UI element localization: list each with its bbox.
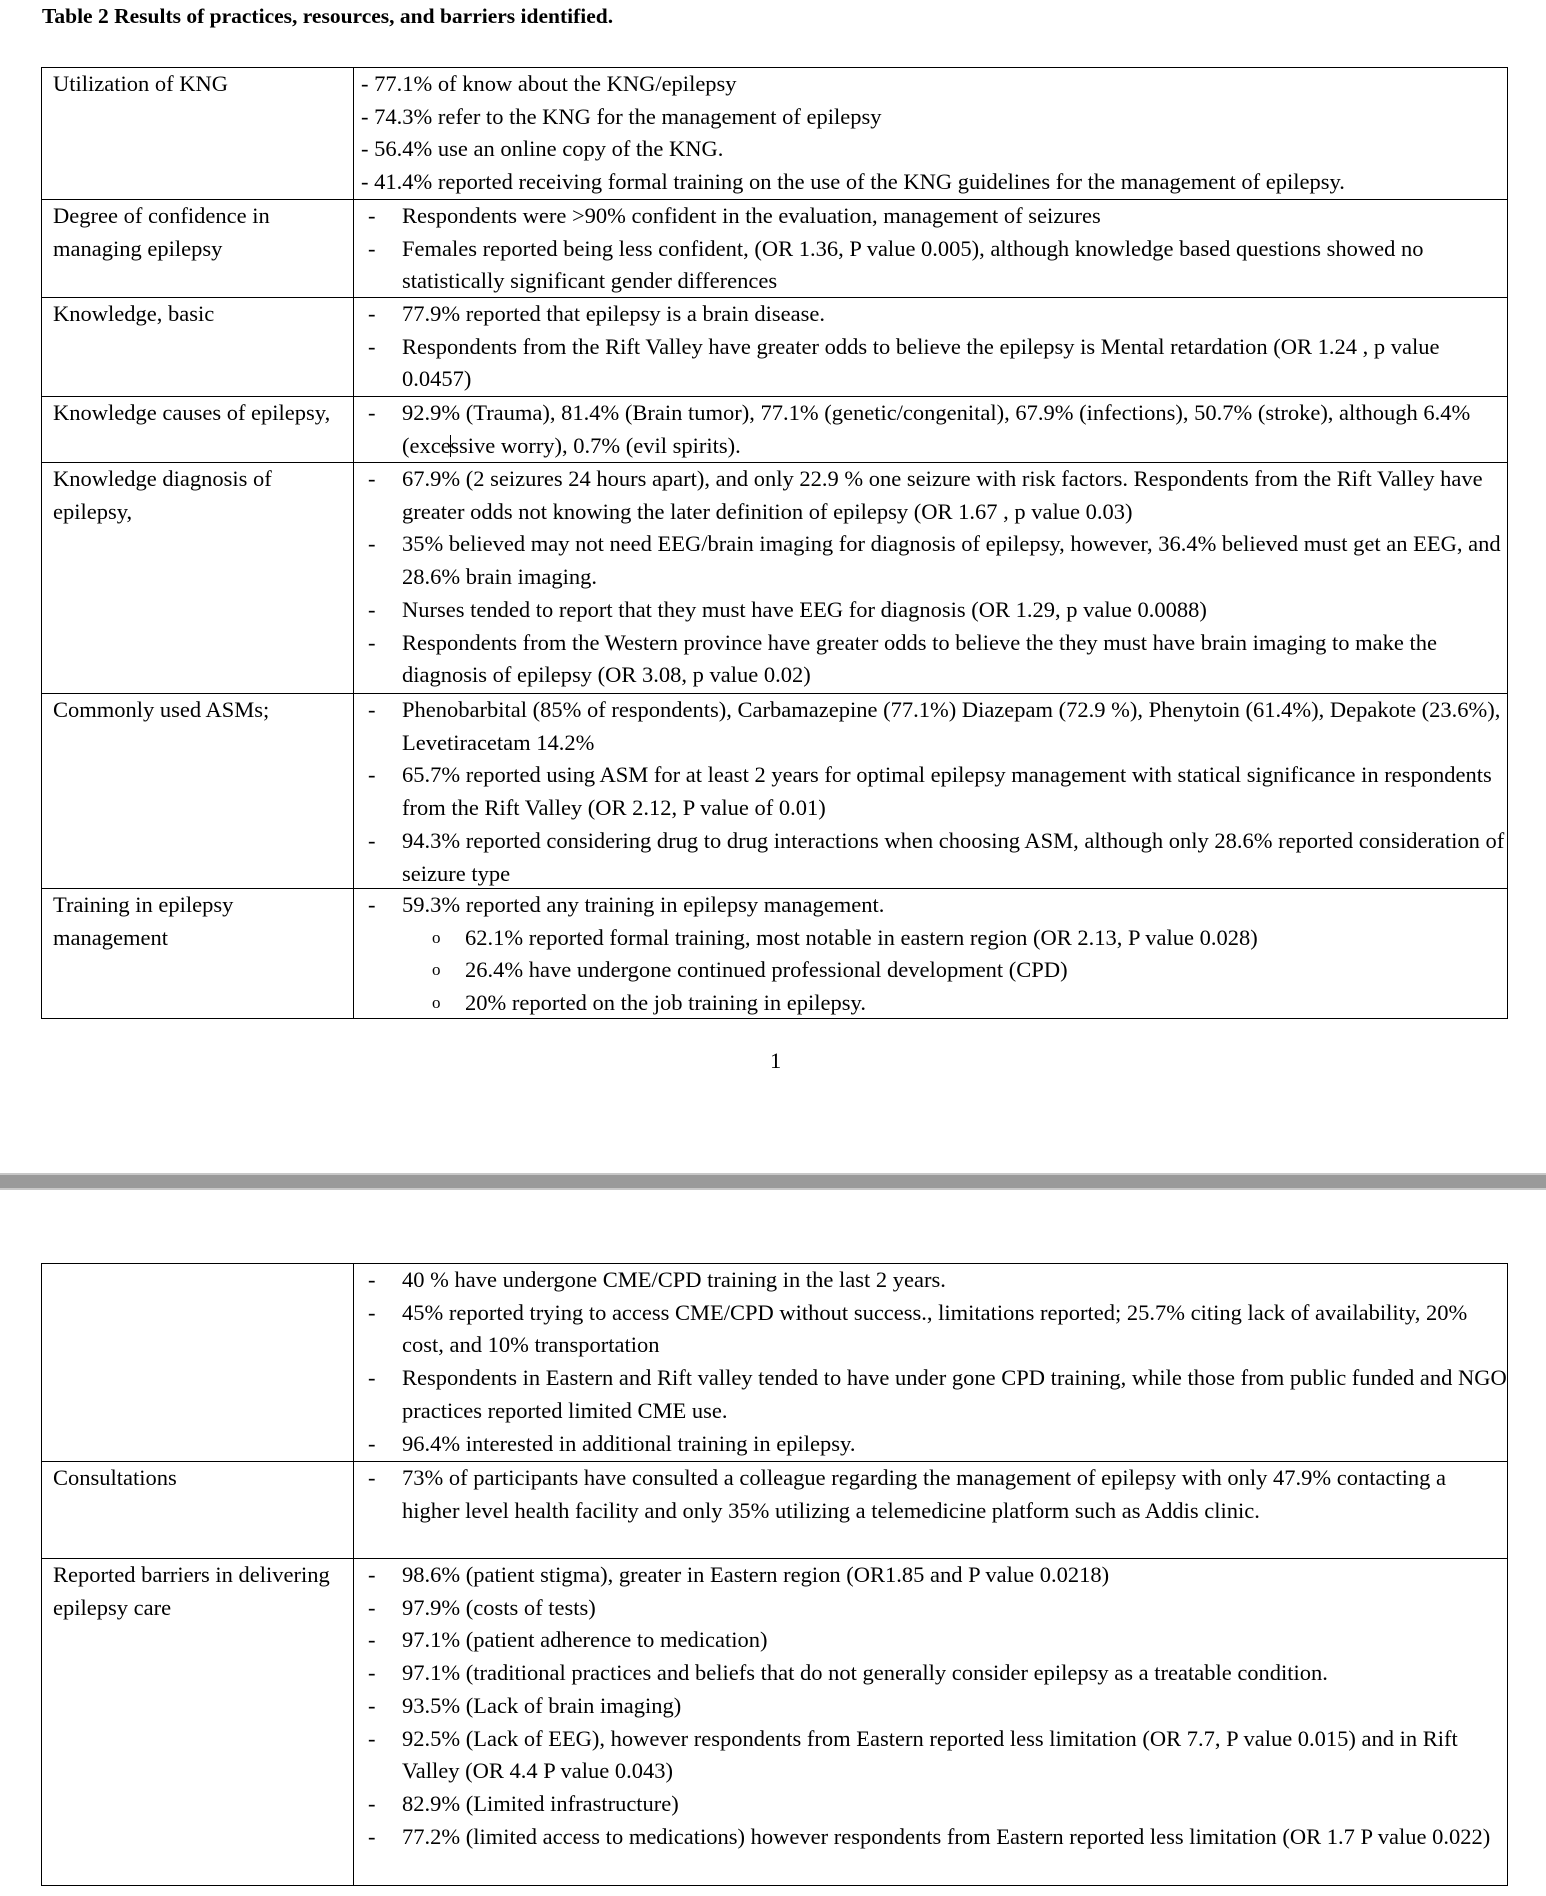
list-item: - Respondents from the Rift Valley have greater odds to believe the epilepsy is Mental retardation (OR 1.24 , p value 0.0457) — [354, 331, 1507, 396]
dash-bullet-icon: - — [368, 1365, 376, 1391]
dash-bullet-icon: - — [368, 596, 376, 622]
dash-bullet-icon: - — [368, 1430, 376, 1456]
table-row-reported-barriers — [42, 1558, 1507, 1886]
results-table-page-2 — [41, 1263, 1508, 1886]
page-break-separator — [0, 1173, 1546, 1190]
list-item: - Respondents from the Western province have greater odds to believe the they must have brain imaging to make the diagnosis of epilepsy (OR 3.08, p value 0.02) — [354, 627, 1507, 692]
list-item: - 45% reported trying to access CME/CPD without success., limitations reported; 25.7% citing lack of availability, 20% cost, and 10% transportation — [354, 1297, 1507, 1362]
table-row-training-in-epilepsy — [42, 888, 1507, 1018]
row-label: Knowledge diagnosis of epilepsy, — [53, 466, 272, 524]
list-item: - 94.3% reported considering drug to drug interactions when choosing ASM, although only 28.6% reported consideration of seizure type — [354, 825, 1507, 890]
dash-bullet-icon: - — [368, 400, 376, 425]
dash-bullet-icon: - — [368, 1692, 376, 1718]
list-item: - 98.6% (patient stigma), greater in Eastern region (OR1.85 and P value 0.0218) — [354, 1559, 1507, 1592]
row-label: Knowledge, basic — [53, 301, 215, 326]
dash-bullet-icon: - — [368, 1790, 376, 1816]
list-item: - Phenobarbital (85% of respondents), Carbamazepine (77.1%) Diazepam (72.9 %), Phenytoin (61.4%), Depakote (23.6%), Levetiracetam 14.2% — [354, 694, 1507, 759]
list-item: - 92.9% (Trauma), 81.4% (Brain tumor), 77.1% (genetic/congenital), 67.9% (infections), 50.7% (stroke), although 6.4% (excessive worry), 0.7% (evil spirits). — [354, 397, 1507, 462]
list-item: - Females reported being less confident, (OR 1.36, P value 0.005), although knowledge based questions showed no statistically significant gender differences — [354, 233, 1507, 298]
dash-bullet-icon: - — [368, 203, 376, 228]
row-label: Reported barriers in delivering epilepsy care — [53, 1562, 330, 1620]
dash-bullet-icon: - — [368, 1660, 376, 1686]
dash-bullet-icon: - — [368, 1465, 376, 1490]
row-label: Consultations — [53, 1465, 177, 1490]
row-content — [354, 1559, 1507, 1853]
table-row-knowledge-basic — [42, 297, 1507, 396]
dash-bullet-icon: - — [368, 1562, 376, 1587]
row-content — [354, 1264, 1507, 1460]
dash-bullet-icon: - — [368, 892, 376, 917]
row-content — [354, 298, 1507, 396]
list-item: - 35% believed may not need EEG/brain imaging for diagnosis of epilepsy, however, 36.4% believed must get an EEG, and 28.6% brain imaging. — [354, 528, 1507, 593]
list-item: - 56.4% use an online copy of the KNG. — [361, 136, 724, 162]
dash-bullet-icon: - — [368, 333, 376, 359]
table-row-commonly-used-asms — [42, 693, 1507, 888]
dash-bullet-icon: - — [368, 1594, 376, 1620]
sub-list-item: o 62.1% reported formal training, most notable in eastern region (OR 2.13, P value 0.028) — [354, 922, 1507, 955]
sub-list-item: o 20% reported on the job training in epilepsy. — [354, 987, 1507, 1020]
table-row-utilization-of-kng — [42, 68, 1507, 199]
table-row-training-continued — [42, 1264, 1507, 1461]
row-label: Training in epilepsy management — [53, 892, 234, 950]
row-content — [354, 889, 1507, 1020]
list-item: - 96.4% interested in additional training in epilepsy. — [354, 1428, 1507, 1461]
dash-bullet-icon: - — [368, 1823, 376, 1849]
list-item: - 92.5% (Lack of EEG), however respondents from Eastern reported less limitation (OR 7.7, P value 0.015) and in Rift Valley (OR 4.4 P value 0.043) — [354, 1723, 1507, 1788]
dash-bullet-icon: - — [368, 235, 376, 261]
list-item: - 77.1% of know about the KNG/epilepsy — [361, 71, 737, 96]
dash-bullet-icon: - — [368, 466, 376, 491]
circle-bullet-icon: o — [432, 960, 441, 980]
dash-bullet-icon: - — [368, 1725, 376, 1751]
table-row-knowledge-diagnosis — [42, 462, 1507, 693]
list-item: - 65.7% reported using ASM for at least 2 years for optimal epilepsy management with statical significance in respondents from the Rift Valley (OR 2.12, P value of 0.01) — [354, 759, 1507, 824]
table-title: Table 2 Results of practices, resources, and barriers identified. — [42, 4, 614, 28]
row-label: Commonly used ASMs; — [53, 697, 270, 722]
dash-bullet-icon: - — [368, 629, 376, 655]
row-label: Degree of confidence in managing epilepsy — [53, 203, 270, 261]
list-item: - 97.9% (costs of tests) — [354, 1592, 1507, 1625]
list-item: - 97.1% (patient adherence to medication) — [354, 1624, 1507, 1657]
list-item: - 77.2% (limited access to medications) however respondents from Eastern reported less limitation (OR 1.7 P value 0.022) — [354, 1821, 1507, 1854]
list-item: - 74.3% refer to the KNG for the management of epilepsy — [361, 103, 882, 129]
circle-bullet-icon: o — [432, 993, 441, 1013]
list-item: - 59.3% reported any training in epilepsy management. — [354, 889, 1507, 922]
sub-list-item: o 26.4% have undergone continued professional development (CPD) — [354, 954, 1507, 987]
circle-bullet-icon: o — [432, 927, 441, 947]
results-table-page-1 — [41, 67, 1508, 1019]
row-content — [354, 1462, 1507, 1527]
row-label: Utilization of KNG — [53, 71, 228, 96]
dash-bullet-icon: - — [368, 1299, 376, 1325]
table-row-consultations — [42, 1461, 1507, 1558]
list-item: - 97.1% (traditional practices and beliefs that do not generally consider epilepsy as a treatable condition. — [354, 1657, 1507, 1690]
row-label: Knowledge causes of epilepsy, — [53, 400, 331, 425]
list-item: - Respondents in Eastern and Rift valley tended to have under gone CPD training, while those from public funded and NGO practices reported limited CME use. — [354, 1362, 1507, 1427]
table-row-degree-of-confidence — [42, 199, 1507, 297]
list-item: - 40 % have undergone CME/CPD training in the last 2 years. — [354, 1264, 1507, 1297]
dash-bullet-icon: - — [368, 531, 376, 557]
dash-bullet-icon: - — [368, 1267, 376, 1292]
list-item: - 82.9% (Limited infrastructure) — [354, 1788, 1507, 1821]
list-item: - 67.9% (2 seizures 24 hours apart), and only 22.9 % one seizure with risk factors. Respondents from the Rift Valley have greater odds not knowing the later definition of epilepsy (OR 1.67 , p value 0.03) — [354, 463, 1507, 528]
list-item: - 73% of participants have consulted a colleague regarding the management of epilepsy with only 47.9% contacting a higher level health facility and only 35% utilizing a telemedicine platform such as Addis clinic. — [354, 1462, 1507, 1527]
dash-bullet-icon: - — [368, 697, 376, 722]
list-item: - 93.5% (Lack of brain imaging) — [354, 1690, 1507, 1723]
dash-bullet-icon: - — [368, 762, 376, 788]
row-content — [354, 694, 1507, 890]
row-content — [354, 397, 1507, 462]
dash-bullet-icon: - — [368, 827, 376, 853]
row-content — [354, 200, 1507, 298]
list-item: - 77.9% reported that epilepsy is a brain disease. — [354, 298, 1507, 331]
list-item: - 41.4% reported receiving formal training on the use of the KNG guidelines for the management of epilepsy. — [361, 169, 1345, 195]
dash-bullet-icon: - — [368, 301, 376, 326]
list-item: - Nurses tended to report that they must have EEG for diagnosis (OR 1.29, p value 0.0088) — [354, 594, 1507, 627]
page-number: 1 — [770, 1048, 782, 1073]
dash-bullet-icon: - — [368, 1627, 376, 1653]
list-item: - Respondents were >90% confident in the evaluation, management of seizures — [354, 200, 1507, 233]
table-row-knowledge-causes — [42, 396, 1507, 462]
row-content — [354, 68, 1507, 199]
row-content — [354, 463, 1507, 692]
